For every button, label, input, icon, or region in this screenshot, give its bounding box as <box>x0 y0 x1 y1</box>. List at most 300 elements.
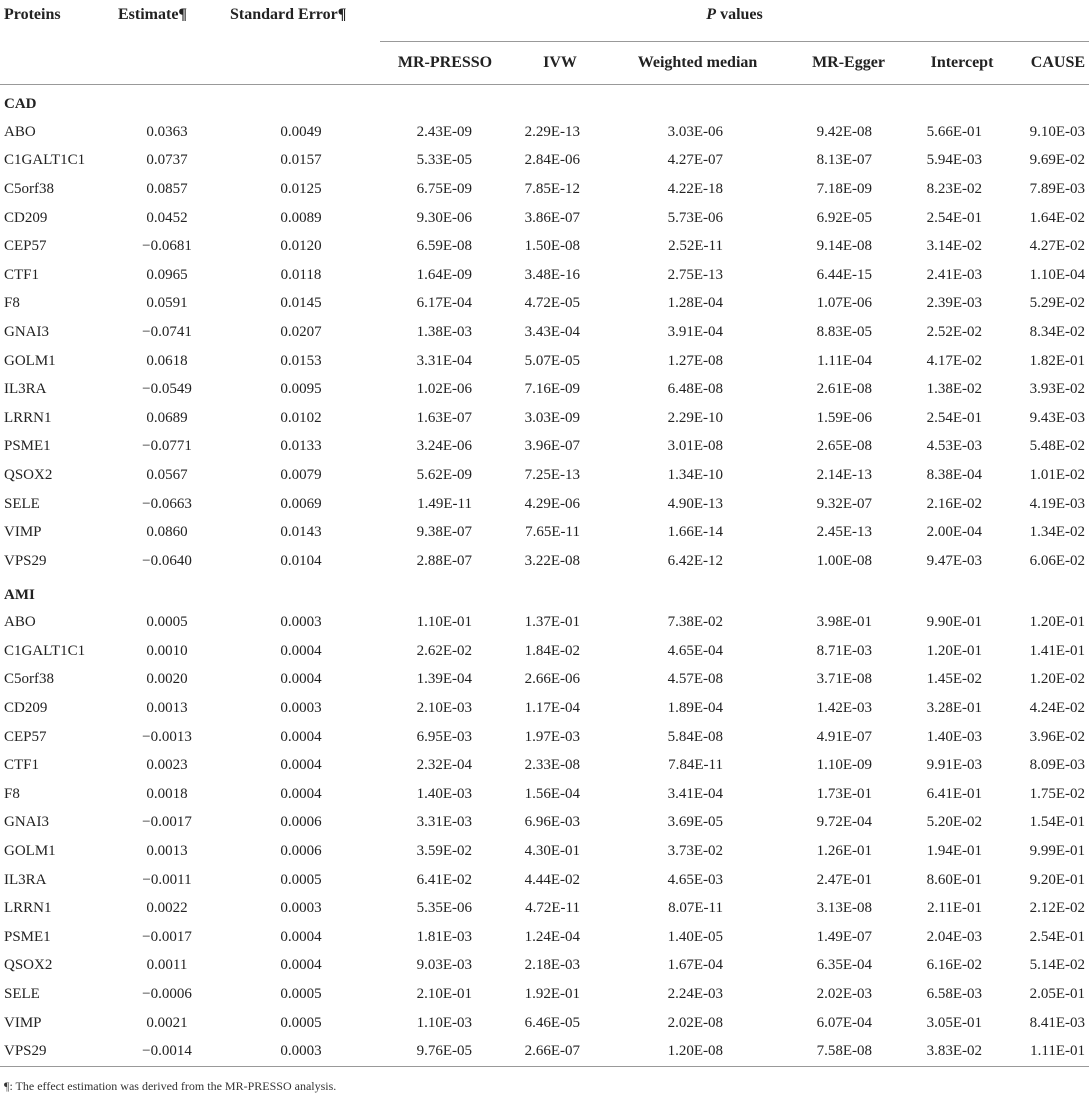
cell-mr-presso: 5.62E-09 <box>416 466 472 483</box>
cell-protein: C5orf38 <box>4 671 54 688</box>
cell-estimate: 0.0363 <box>146 123 188 140</box>
cell-standard-error: 0.0049 <box>280 123 322 140</box>
header-p-italic: P <box>706 6 717 23</box>
cell-mr-presso: 2.32E-04 <box>416 757 472 774</box>
cell-mr-presso: 3.24E-06 <box>416 438 472 455</box>
table-row <box>0 261 1089 290</box>
cell-estimate: −0.0006 <box>142 986 192 1003</box>
cell-intercept: 9.47E-03 <box>926 552 982 569</box>
cell-weighted-median: 4.65E-03 <box>667 871 723 888</box>
cell-ivw: 3.03E-09 <box>524 409 580 426</box>
cell-cause: 4.19E-03 <box>1029 495 1086 512</box>
cell-estimate: −0.0549 <box>142 381 192 398</box>
table-row <box>0 232 1089 261</box>
cell-mr-egger: 8.71E-03 <box>816 642 872 659</box>
cell-estimate: 0.0022 <box>146 900 188 917</box>
cell-standard-error: 0.0004 <box>280 785 322 802</box>
cell-ivw: 1.37E-01 <box>524 614 580 631</box>
cell-weighted-median: 6.42E-12 <box>667 552 723 569</box>
cell-mr-presso: 2.10E-01 <box>416 986 472 1003</box>
table-row <box>0 175 1089 204</box>
cell-estimate: 0.0021 <box>146 1014 188 1031</box>
cell-intercept: 3.05E-01 <box>926 1014 982 1031</box>
cell-mr-presso: 1.10E-01 <box>416 614 472 631</box>
cell-estimate: −0.0741 <box>142 323 192 340</box>
cell-intercept: 2.04E-03 <box>926 928 982 945</box>
cell-protein: ABO <box>4 614 36 631</box>
cell-mr-egger: 1.42E-03 <box>816 700 872 717</box>
cell-mr-egger: 3.98E-01 <box>816 614 872 631</box>
cell-weighted-median: 4.22E-18 <box>667 180 723 197</box>
cell-weighted-median: 1.89E-04 <box>667 700 723 717</box>
cell-estimate: 0.0020 <box>146 671 188 688</box>
cell-ivw: 4.44E-02 <box>524 871 580 888</box>
cell-weighted-median: 3.01E-08 <box>667 438 723 455</box>
cell-mr-presso: 1.39E-04 <box>416 671 472 688</box>
cell-mr-presso: 2.88E-07 <box>416 552 472 569</box>
cell-mr-egger: 8.13E-07 <box>816 152 872 169</box>
cell-protein: QSOX2 <box>4 466 53 483</box>
cell-mr-presso: 2.43E-09 <box>416 123 472 140</box>
table-row <box>0 375 1089 404</box>
cell-mr-egger: 6.07E-04 <box>816 1014 872 1031</box>
cell-intercept: 5.20E-02 <box>926 814 982 831</box>
table-row <box>0 723 1089 752</box>
cell-intercept: 2.54E-01 <box>926 209 982 226</box>
cell-estimate: 0.0005 <box>146 614 188 631</box>
cell-mr-presso: 6.95E-03 <box>416 728 472 745</box>
cell-standard-error: 0.0004 <box>280 642 322 659</box>
cell-standard-error: 0.0004 <box>280 957 322 974</box>
cell-intercept: 2.11E-01 <box>927 900 982 917</box>
cell-mr-egger: 7.18E-09 <box>816 180 872 197</box>
cell-mr-egger: 9.32E-07 <box>816 495 872 512</box>
cell-cause: 1.82E-01 <box>1029 352 1086 369</box>
cell-mr-presso: 6.41E-02 <box>416 871 472 888</box>
cell-cause: 4.24E-02 <box>1029 700 1086 717</box>
cell-cause: 8.34E-02 <box>1029 323 1086 340</box>
cell-weighted-median: 2.24E-03 <box>667 986 723 1003</box>
cell-estimate: 0.0591 <box>146 295 188 312</box>
header-estimate: Estimate¶ <box>112 0 222 85</box>
cell-cause: 2.05E-01 <box>1029 986 1086 1003</box>
cell-cause: 1.75E-02 <box>1029 785 1086 802</box>
table-row <box>0 637 1089 666</box>
cell-weighted-median: 1.27E-08 <box>667 352 723 369</box>
cell-intercept: 2.39E-03 <box>926 295 982 312</box>
cell-intercept: 3.14E-02 <box>926 238 982 255</box>
cell-ivw: 2.18E-03 <box>524 957 580 974</box>
cell-standard-error: 0.0005 <box>280 986 322 1003</box>
cell-weighted-median: 2.75E-13 <box>667 266 723 283</box>
cell-weighted-median: 8.07E-11 <box>668 900 723 917</box>
cell-protein: F8 <box>4 295 20 312</box>
cell-mr-egger: 3.13E-08 <box>816 900 872 917</box>
cell-weighted-median: 4.57E-08 <box>667 671 723 688</box>
cell-protein: LRRN1 <box>4 409 52 426</box>
table-row <box>0 404 1089 433</box>
cell-ivw: 2.33E-08 <box>524 757 580 774</box>
cell-standard-error: 0.0102 <box>280 409 322 426</box>
cell-mr-egger: 1.00E-08 <box>816 552 872 569</box>
cell-weighted-median: 1.66E-14 <box>667 524 723 541</box>
cell-ivw: 3.22E-08 <box>524 552 580 569</box>
cell-standard-error: 0.0003 <box>280 614 322 631</box>
cell-ivw: 2.66E-06 <box>524 671 580 688</box>
cell-estimate: −0.0640 <box>142 552 192 569</box>
cell-protein: CEP57 <box>4 728 47 745</box>
table-row <box>0 952 1089 981</box>
cell-mr-egger: 1.26E-01 <box>816 843 872 860</box>
cell-intercept: 3.28E-01 <box>926 700 982 717</box>
cell-ivw: 1.56E-04 <box>524 785 580 802</box>
cell-mr-egger: 2.47E-01 <box>816 871 872 888</box>
cell-protein: C5orf38 <box>4 180 54 197</box>
table-row <box>0 547 1089 576</box>
cell-estimate: 0.0689 <box>146 409 188 426</box>
cell-standard-error: 0.0089 <box>280 209 322 226</box>
cell-estimate: −0.0017 <box>142 928 192 945</box>
cell-estimate: 0.0860 <box>146 524 188 541</box>
cell-protein: VIMP <box>4 524 42 541</box>
cell-cause: 1.01E-02 <box>1029 466 1086 483</box>
table-row <box>0 461 1089 490</box>
cell-ivw: 2.29E-13 <box>524 123 580 140</box>
cell-standard-error: 0.0143 <box>280 524 322 541</box>
cell-cause: 3.96E-02 <box>1029 728 1086 745</box>
cell-ivw: 6.96E-03 <box>524 814 580 831</box>
table-row <box>0 923 1089 952</box>
cell-standard-error: 0.0153 <box>280 352 322 369</box>
cell-mr-presso: 1.38E-03 <box>416 323 472 340</box>
table-row <box>0 1009 1089 1038</box>
cell-cause: 6.06E-02 <box>1029 552 1086 569</box>
cell-mr-presso: 5.33E-05 <box>416 152 472 169</box>
cell-ivw: 1.92E-01 <box>524 986 580 1003</box>
cell-estimate: −0.0011 <box>142 871 192 888</box>
cell-cause: 4.27E-02 <box>1029 238 1086 255</box>
header-standard-error: Standard Error¶ <box>222 0 380 85</box>
cell-standard-error: 0.0157 <box>280 152 322 169</box>
cell-ivw: 4.72E-05 <box>524 295 580 312</box>
table-row <box>0 347 1089 376</box>
cell-mr-presso: 1.40E-03 <box>416 785 472 802</box>
cell-intercept: 9.91E-03 <box>926 757 982 774</box>
cell-ivw: 7.25E-13 <box>524 466 580 483</box>
cell-ivw: 3.43E-04 <box>524 323 580 340</box>
table-row <box>0 147 1089 176</box>
cell-mr-egger: 2.65E-08 <box>816 438 872 455</box>
cell-estimate: −0.0681 <box>142 238 192 255</box>
cell-estimate: −0.0013 <box>142 728 192 745</box>
cell-mr-egger: 1.59E-06 <box>816 409 872 426</box>
cell-cause: 1.64E-02 <box>1029 209 1086 226</box>
cell-standard-error: 0.0003 <box>280 900 322 917</box>
header-col-intercept: Intercept <box>912 42 1012 85</box>
cell-estimate: 0.0013 <box>146 700 188 717</box>
cell-estimate: −0.0771 <box>142 438 192 455</box>
cell-ivw: 4.72E-11 <box>525 900 580 917</box>
cell-ivw: 3.86E-07 <box>524 209 580 226</box>
cell-standard-error: 0.0095 <box>280 381 322 398</box>
cell-ivw: 1.97E-03 <box>524 728 580 745</box>
cell-weighted-median: 6.48E-08 <box>667 381 723 398</box>
cell-mr-presso: 1.02E-06 <box>416 381 472 398</box>
cell-mr-egger: 8.83E-05 <box>816 323 872 340</box>
cell-cause: 1.34E-02 <box>1029 524 1086 541</box>
cell-estimate: −0.0017 <box>142 814 192 831</box>
cell-cause: 5.29E-02 <box>1029 295 1086 312</box>
cell-ivw: 1.84E-02 <box>524 642 580 659</box>
cell-protein: CTF1 <box>4 266 40 283</box>
cell-standard-error: 0.0120 <box>280 238 322 255</box>
cell-estimate: 0.0965 <box>146 266 188 283</box>
table-row <box>0 609 1089 638</box>
cell-weighted-median: 4.27E-07 <box>667 152 723 169</box>
cell-mr-presso: 1.64E-09 <box>416 266 472 283</box>
table-row <box>0 204 1089 233</box>
cell-weighted-median: 3.03E-06 <box>667 123 723 140</box>
cell-weighted-median: 1.34E-10 <box>667 466 723 483</box>
cell-intercept: 2.00E-04 <box>926 524 982 541</box>
cell-protein: CTF1 <box>4 757 40 774</box>
cell-intercept: 8.38E-04 <box>926 466 982 483</box>
cell-protein: IL3RA <box>4 871 47 888</box>
table-row <box>0 490 1089 519</box>
cell-cause: 2.12E-02 <box>1029 900 1086 917</box>
cell-standard-error: 0.0005 <box>280 1014 322 1031</box>
cell-cause: 9.43E-03 <box>1029 409 1086 426</box>
header-col-cause: CAUSE <box>1012 42 1089 85</box>
cell-cause: 3.93E-02 <box>1029 381 1086 398</box>
cell-cause: 8.41E-03 <box>1029 1014 1086 1031</box>
cell-mr-egger: 1.49E-07 <box>816 928 872 945</box>
cell-ivw: 4.29E-06 <box>524 495 580 512</box>
cell-mr-egger: 2.45E-13 <box>816 524 872 541</box>
cell-estimate: 0.0618 <box>146 352 188 369</box>
cell-protein: SELE <box>4 495 40 512</box>
cell-intercept: 5.94E-03 <box>926 152 982 169</box>
cell-protein: LRRN1 <box>4 900 52 917</box>
cell-weighted-median: 1.40E-05 <box>667 928 723 945</box>
cell-mr-egger: 2.02E-03 <box>816 986 872 1003</box>
cell-cause: 1.11E-01 <box>1012 1037 1089 1066</box>
cell-weighted-median: 3.91E-04 <box>667 323 723 340</box>
cell-mr-presso: 9.03E-03 <box>416 957 472 974</box>
cell-weighted-median: 7.38E-02 <box>667 614 723 631</box>
cell-estimate: 0.0013 <box>146 843 188 860</box>
cell-intercept: 6.16E-02 <box>926 957 982 974</box>
cell-protein: IL3RA <box>4 381 47 398</box>
cell-standard-error: 0.0003 <box>222 1037 380 1066</box>
cell-ivw: 2.66E-07 <box>510 1037 610 1066</box>
cell-intercept: 6.41E-01 <box>926 785 982 802</box>
cell-mr-presso: 1.63E-07 <box>416 409 472 426</box>
cell-ivw: 1.24E-04 <box>524 928 580 945</box>
cell-cause: 9.20E-01 <box>1029 871 1086 888</box>
cell-standard-error: 0.0004 <box>280 757 322 774</box>
cell-standard-error: 0.0104 <box>280 552 322 569</box>
cell-standard-error: 0.0118 <box>280 266 322 283</box>
cell-standard-error: 0.0004 <box>280 928 322 945</box>
cell-weighted-median: 4.90E-13 <box>667 495 723 512</box>
table-row <box>0 518 1089 547</box>
table-row <box>0 290 1089 319</box>
cell-mr-egger: 2.14E-13 <box>816 466 872 483</box>
cell-intercept: 1.45E-02 <box>926 671 982 688</box>
cell-ivw: 1.50E-08 <box>524 238 580 255</box>
cell-mr-presso: 1.49E-11 <box>417 495 472 512</box>
cell-intercept: 1.38E-02 <box>926 381 982 398</box>
cell-weighted-median: 5.84E-08 <box>667 728 723 745</box>
cell-intercept: 2.16E-02 <box>926 495 982 512</box>
cell-protein: GOLM1 <box>4 352 56 369</box>
cell-mr-presso: 6.59E-08 <box>416 238 472 255</box>
cell-standard-error: 0.0005 <box>280 871 322 888</box>
cell-ivw: 6.46E-05 <box>524 1014 580 1031</box>
cell-intercept: 8.23E-02 <box>926 180 982 197</box>
cell-standard-error: 0.0145 <box>280 295 322 312</box>
cell-intercept: 4.53E-03 <box>926 438 982 455</box>
table-row <box>0 433 1089 462</box>
cell-cause: 1.20E-01 <box>1029 614 1086 631</box>
cell-intercept: 8.60E-01 <box>926 871 982 888</box>
table-row <box>0 666 1089 695</box>
table-row <box>0 866 1089 895</box>
cell-weighted-median: 1.28E-04 <box>667 295 723 312</box>
cell-estimate: 0.0737 <box>146 152 188 169</box>
header-col-mr-egger: MR-Egger <box>785 42 912 85</box>
cell-mr-presso: 9.76E-05 <box>380 1037 510 1066</box>
cell-mr-presso: 6.17E-04 <box>416 295 472 312</box>
cell-protein: CD209 <box>4 700 48 717</box>
cell-mr-egger: 2.61E-08 <box>816 381 872 398</box>
cell-estimate: 0.0452 <box>146 209 188 226</box>
cell-standard-error: 0.0125 <box>280 180 322 197</box>
table-row <box>0 894 1089 923</box>
cell-mr-egger: 1.07E-06 <box>816 295 872 312</box>
footnote: ¶: The effect estimation was derived from the MR-PRESSO analysis. <box>4 1079 337 1093</box>
cell-standard-error: 0.0133 <box>280 438 322 455</box>
cell-protein: QSOX2 <box>4 957 53 974</box>
cell-ivw: 2.84E-06 <box>524 152 580 169</box>
table-row <box>0 118 1089 147</box>
cell-mr-presso: 2.10E-03 <box>416 700 472 717</box>
cell-estimate: 0.0023 <box>146 757 188 774</box>
cell-cause: 9.10E-03 <box>1029 123 1086 140</box>
cell-protein: VPS29 <box>0 1037 112 1066</box>
table-row <box>0 694 1089 723</box>
cell-weighted-median: 1.20E-08 <box>610 1037 785 1066</box>
table-row <box>0 1037 1089 1066</box>
cell-intercept: 9.90E-01 <box>926 614 982 631</box>
cell-intercept: 6.58E-03 <box>926 986 982 1003</box>
cell-cause: 2.54E-01 <box>1029 928 1086 945</box>
cell-intercept: 1.20E-01 <box>926 642 982 659</box>
header-p-values <box>380 0 1089 42</box>
cell-weighted-median: 2.52E-11 <box>668 238 723 255</box>
table-row <box>0 751 1089 780</box>
cell-intercept: 1.94E-01 <box>926 843 982 860</box>
cell-mr-egger: 9.14E-08 <box>816 238 872 255</box>
cell-intercept: 5.66E-01 <box>926 123 982 140</box>
cell-mr-presso: 2.62E-02 <box>416 642 472 659</box>
cell-ivw: 7.85E-12 <box>524 180 580 197</box>
cell-estimate: 0.0857 <box>146 180 188 197</box>
cell-mr-presso: 3.59E-02 <box>416 843 472 860</box>
cell-mr-egger: 1.11E-04 <box>817 352 872 369</box>
cell-cause: 9.99E-01 <box>1029 843 1086 860</box>
cell-ivw: 4.30E-01 <box>524 843 580 860</box>
cell-cause: 1.54E-01 <box>1029 814 1086 831</box>
cell-protein: F8 <box>4 785 20 802</box>
cell-cause: 1.10E-04 <box>1029 266 1086 283</box>
cell-mr-egger: 1.10E-09 <box>816 757 872 774</box>
cell-intercept: 3.83E-02 <box>912 1037 1012 1066</box>
cell-protein: C1GALT1C1 <box>4 152 86 169</box>
cell-estimate: −0.0014 <box>112 1037 222 1066</box>
cell-weighted-median: 4.65E-04 <box>667 642 723 659</box>
table-row <box>0 318 1089 347</box>
cell-protein: VPS29 <box>4 552 47 569</box>
section-label-ami: AMI <box>4 586 35 603</box>
cell-standard-error: 0.0006 <box>280 814 322 831</box>
cell-estimate: 0.0018 <box>146 785 188 802</box>
cell-weighted-median: 2.02E-08 <box>667 1014 723 1031</box>
cell-cause: 1.20E-02 <box>1029 671 1086 688</box>
cell-protein: GOLM1 <box>4 843 56 860</box>
cell-protein: GNAI3 <box>4 814 49 831</box>
cell-mr-egger: 6.44E-15 <box>816 266 872 283</box>
header-col-mr-presso: MR-PRESSO <box>380 42 510 85</box>
cell-intercept: 4.17E-02 <box>926 352 982 369</box>
table-row <box>0 809 1089 838</box>
cell-mr-egger: 9.72E-04 <box>816 814 872 831</box>
cell-mr-egger: 6.35E-04 <box>816 957 872 974</box>
cell-standard-error: 0.0006 <box>280 843 322 860</box>
header-p-rest: values <box>716 6 763 23</box>
cell-ivw: 3.48E-16 <box>524 266 580 283</box>
cell-ivw: 7.16E-09 <box>524 381 580 398</box>
cell-weighted-median: 1.67E-04 <box>667 957 723 974</box>
cell-cause: 7.89E-03 <box>1029 180 1086 197</box>
cell-cause: 5.48E-02 <box>1029 438 1086 455</box>
header-col-weighted-median: Weighted median <box>610 42 785 85</box>
cell-intercept: 2.41E-03 <box>926 266 982 283</box>
cell-ivw: 7.65E-11 <box>525 524 580 541</box>
cell-cause: 8.09E-03 <box>1029 757 1086 774</box>
cell-mr-presso: 3.31E-03 <box>416 814 472 831</box>
cell-protein: C1GALT1C1 <box>4 642 86 659</box>
cell-protein: CD209 <box>4 209 48 226</box>
cell-ivw: 1.17E-04 <box>524 700 580 717</box>
cell-mr-presso: 3.31E-04 <box>416 352 472 369</box>
cell-weighted-median: 2.29E-10 <box>667 409 723 426</box>
cell-standard-error: 0.0004 <box>280 671 322 688</box>
cell-weighted-median: 5.73E-06 <box>667 209 723 226</box>
cell-standard-error: 0.0207 <box>280 323 322 340</box>
cell-cause: 5.14E-02 <box>1029 957 1086 974</box>
header-proteins: Proteins <box>0 0 112 85</box>
cell-weighted-median: 3.69E-05 <box>667 814 723 831</box>
table-row <box>0 837 1089 866</box>
cell-cause: 1.41E-01 <box>1029 642 1086 659</box>
table-row <box>0 980 1089 1009</box>
cell-protein: VIMP <box>4 1014 42 1031</box>
cell-estimate: 0.0010 <box>146 642 188 659</box>
cell-protein: PSME1 <box>4 438 51 455</box>
cell-mr-egger: 9.42E-08 <box>816 123 872 140</box>
